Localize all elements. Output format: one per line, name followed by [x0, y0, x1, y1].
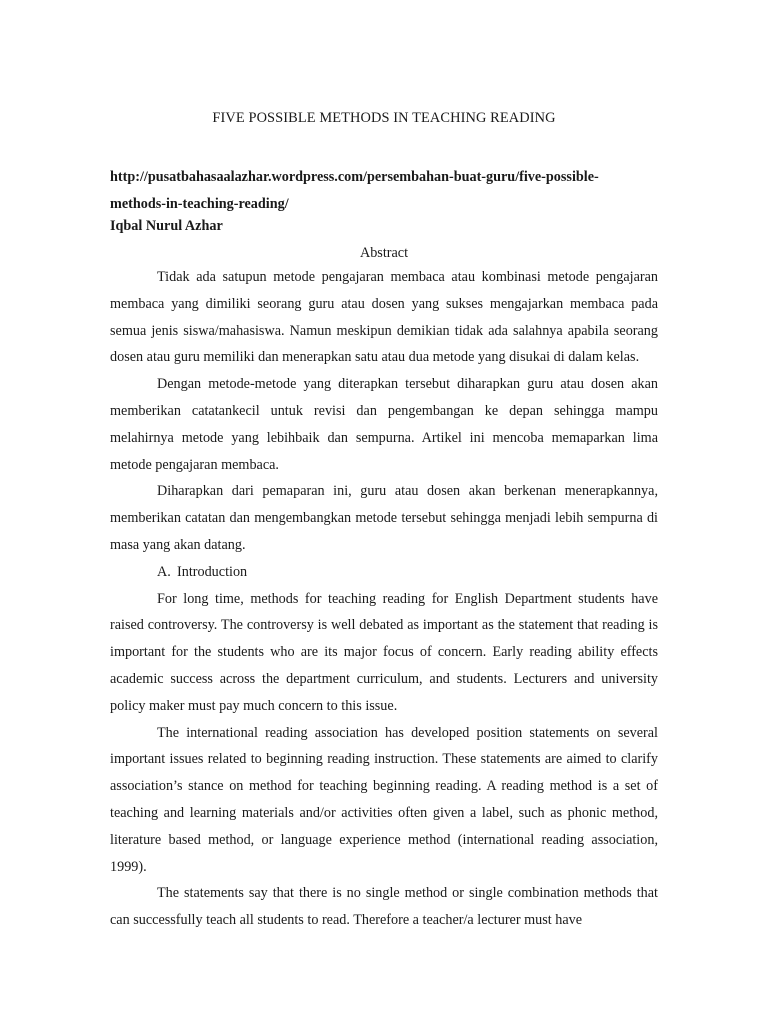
section-number: A. [157, 563, 171, 580]
abstract-heading: Abstract [359, 245, 409, 261]
author-name: Iqbal Nurul Azhar [110, 218, 223, 234]
section-title: Introduction [177, 563, 248, 580]
body-text [110, 264, 658, 934]
source-url[interactable] [110, 164, 670, 217]
intro-paragraph-3: The statements say that there is no single method or single combination methods that can successfully teach all students to read. Therefore a teacher/a lecturer must have [110, 885, 658, 929]
abstract-paragraph-3: Diharapkan dari pemaparan ini, guru atau dosen akan berkenan menerapkannya, memberikan catatan dan mengembangkan metode tersebut sehingga menjadi lebih sempurna di masa yang akan datang. [110, 483, 658, 553]
source-url-line-1[interactable]: http://pusatbahasaalazhar.wordpress.com/persembahan-buat-guru/five-possible- [110, 169, 599, 185]
section-heading-introduction [110, 559, 658, 586]
intro-paragraph-1: For long time, methods for teaching reading for English Department students have raised controversy. The controversy is well debated as important as the statement that reading is important for the students who are its major focus of concern. Early reading ability effects academic success across the department curriculum, and students. Lecturers and university policy maker must pay much concern to this issue. [110, 590, 658, 714]
abstract-paragraph-1: Tidak ada satupun metode pengajaran membaca atau kombinasi metode pengajaran membaca yang dimiliki seorang guru atau dosen yang sukses mengajarkan membaca pada semua jenis siswa/mahasiswa. Namun meskipun demikian tidak ada salahnya apabila seorang dosen atau guru memiliki dan menerapkan satu atau dua metode yang disukai di dalam kelas. [110, 269, 658, 366]
document-title: FIVE POSSIBLE METHODS IN TEACHING READING [212, 110, 556, 126]
abstract-paragraph-2: Dengan metode-metode yang diterapkan tersebut diharapkan guru atau dosen akan memberikan catatankecil untuk revisi dan pengembangan ke depan sehingga mampu melahirnya metode yang lebihbaik dan sempurna. Artikel ini mencoba memaparkan lima metode pengajaran membaca. [110, 376, 658, 473]
intro-paragraph-2: The international reading association has developed position statements on several important issues related to beginning reading instruction. These statements are aimed to clarify association’s stance on method for teaching beginning reading. A reading method is a set of teaching and learning materials and/or activities often given a label, such as phonic method, literature based method, or language experience method (international reading association, 1999). [110, 724, 658, 875]
source-url-line-2[interactable]: methods-in-teaching-reading/ [110, 195, 289, 212]
